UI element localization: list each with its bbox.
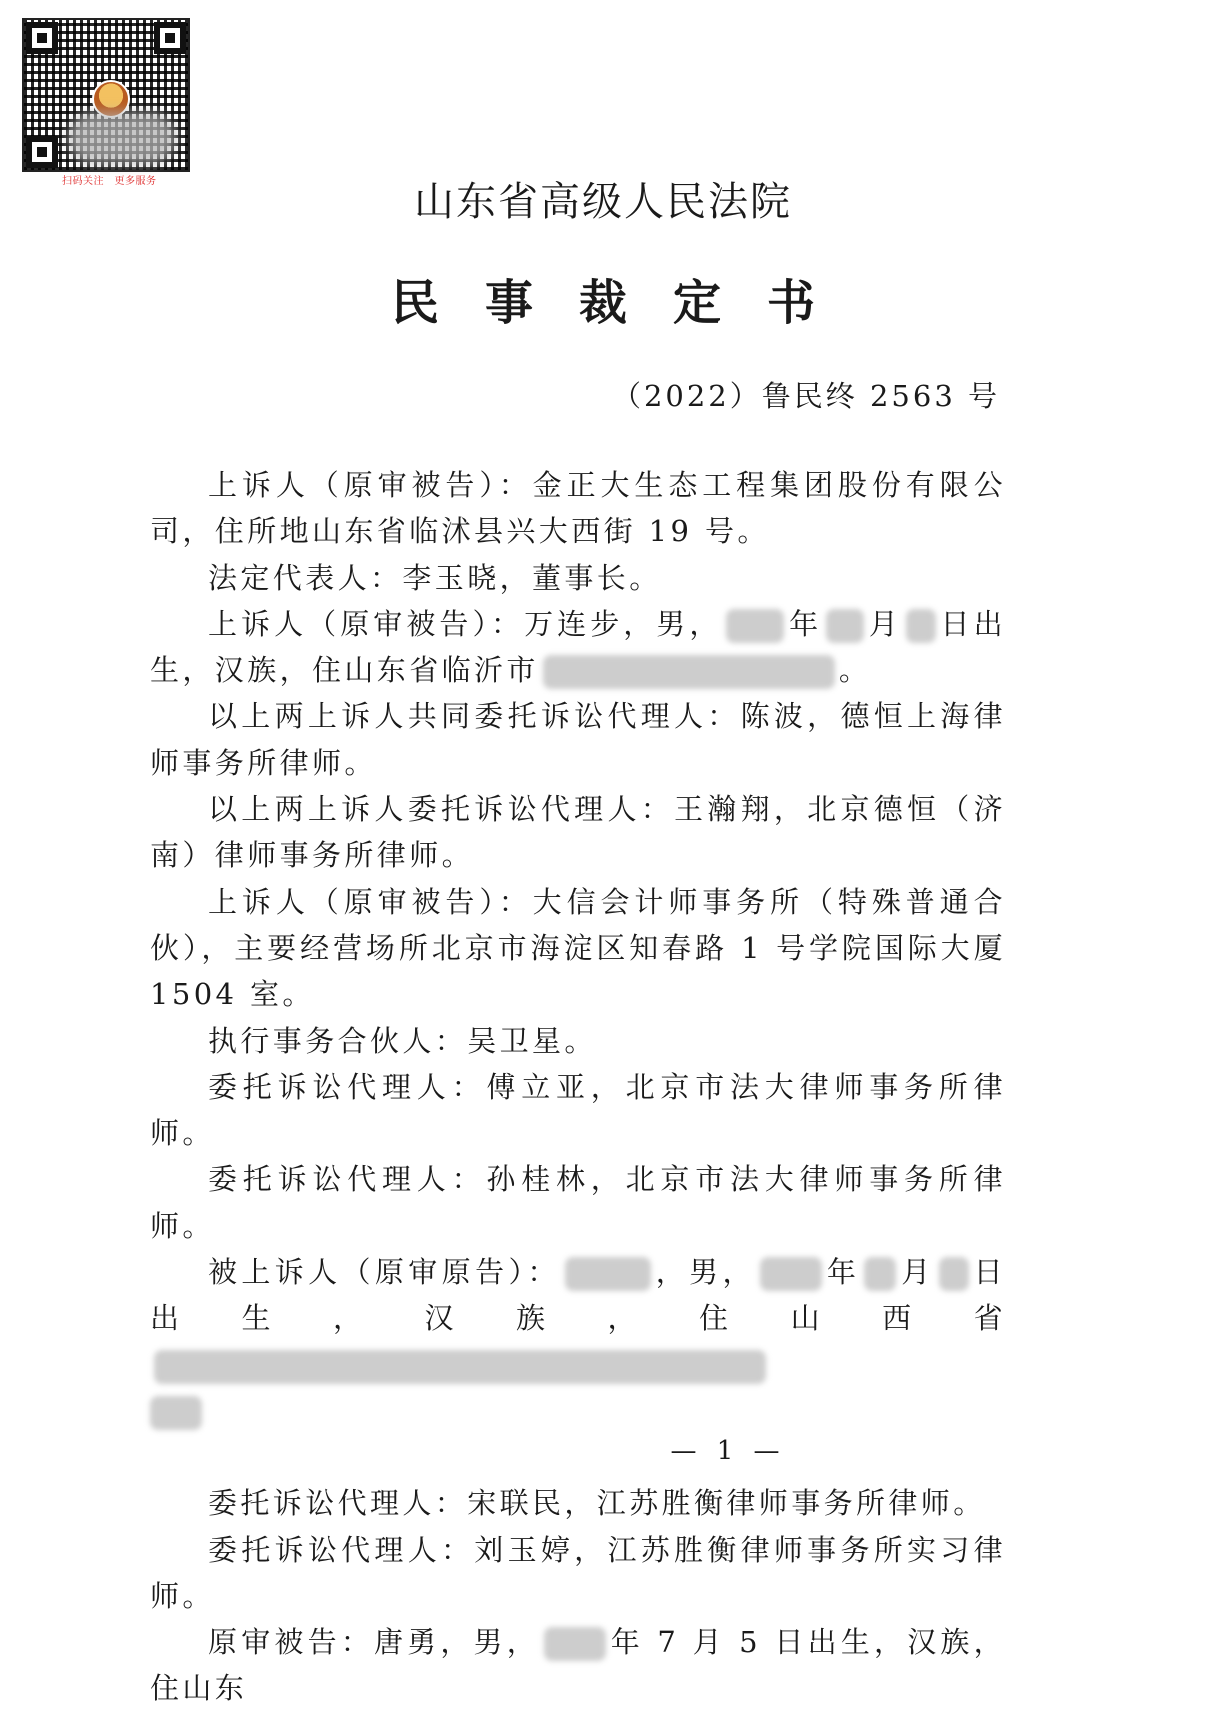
document-body [150, 462, 1006, 1712]
paragraph-joint-agent [150, 693, 1006, 786]
paragraph-partner [150, 1018, 1006, 1064]
paragraph-text: 年 [825, 1255, 861, 1290]
paragraph-agent-fu [150, 1064, 1006, 1157]
redacted-text [760, 1257, 822, 1291]
court-name: 山东省高级人民法院 [414, 179, 792, 225]
redacted-text [150, 1396, 202, 1430]
paragraph-text: 委托诉讼代理人：傅立亚，北京市法大律师事务所律师。 [150, 1069, 1006, 1151]
page-number: — 1 — [670, 1436, 786, 1466]
paragraph-text: 执行事务合伙人：吴卫星。 [208, 1023, 597, 1058]
paragraph-text: 原审被告：唐勇，男， [208, 1625, 540, 1660]
paragraph-defendant [150, 1619, 1006, 1712]
paragraph-agent-song [150, 1480, 1006, 1526]
redacted-text [826, 609, 864, 643]
paragraph-text: 。 [838, 653, 872, 688]
case-number: （2022）鲁民终 2563 号 [611, 379, 1000, 413]
paragraph-agent-liu [150, 1527, 1006, 1620]
qr-finder-top-right [154, 22, 186, 54]
paragraph-text: 月 [900, 1255, 935, 1290]
paragraph-agent-sun [150, 1156, 1006, 1249]
redacted-text [864, 1257, 896, 1291]
paragraph-agent [150, 786, 1006, 879]
paragraph-text: 上诉人（原审被告）：万连步，男， [208, 606, 723, 641]
paragraph-text: 上诉人（原审被告）：金正大生态工程集团股份有限公司，住所地山东省临沭县兴大西街 19 号。 [150, 468, 1006, 549]
redacted-text [565, 1257, 651, 1291]
paragraph-text: ，男， [654, 1255, 756, 1290]
qr-finder-top-left [26, 22, 58, 54]
paragraph-text: 法定代表人：李玉晓，董事长。 [208, 560, 662, 595]
document-title: 民事裁定书 [390, 275, 861, 331]
paragraph-text: 月 [868, 606, 902, 641]
qr-code [22, 18, 190, 172]
qr-redaction [68, 112, 176, 164]
paragraph-appellant-2 [150, 601, 1006, 694]
redacted-text [906, 609, 936, 643]
paragraph-text: 年 [788, 606, 823, 641]
qr-caption: 扫码关注 更多服务 [62, 176, 157, 187]
paragraph-text: 委托诉讼代理人：孙桂林，北京市法大律师事务所律师。 [150, 1162, 1006, 1243]
paragraph-text: 日出生，汉族，住山西省 [150, 1255, 1007, 1336]
redacted-text [939, 1257, 969, 1291]
paragraph-text: 日出生，汉族，住山东省临沂市 [150, 606, 1006, 688]
paragraph-text: 被上诉人（原审原告）： [208, 1255, 561, 1290]
paragraph-text: 年 7 月 5 日出生，汉族，住山东 [150, 1625, 1006, 1706]
paragraph-text: 上诉人（原审被告）：大信会计师事务所（特殊普通合伙），主要经营场所北京市海淀区知春路 1 号学院国际大厦 1504 室。 [150, 884, 1006, 1012]
paragraph-legal-rep-1 [150, 555, 1006, 601]
paragraph-text: 以上两上诉人委托诉讼代理人：王瀚翔，北京德恒（济南）律师事务所律师。 [150, 792, 1006, 873]
redacted-text [543, 655, 835, 689]
paragraph-appellant-3 [150, 879, 1006, 1018]
redacted-text [544, 1627, 606, 1661]
redacted-text [154, 1350, 766, 1384]
paragraph-text: 委托诉讼代理人：宋联民，江苏胜衡律师事务所律师。 [208, 1486, 986, 1521]
paragraph-text: 以上两上诉人共同委托诉讼代理人：陈波，德恒上海律师事务所律师。 [150, 699, 1006, 780]
paragraph-appellant-1 [150, 462, 1006, 555]
paragraph-text: 委托诉讼代理人：刘玉婷，江苏胜衡律师事务所实习律师。 [150, 1532, 1006, 1613]
redacted-text [726, 609, 784, 643]
paragraph-appellee [150, 1249, 1006, 1434]
qr-finder-bottom-left [26, 136, 58, 168]
